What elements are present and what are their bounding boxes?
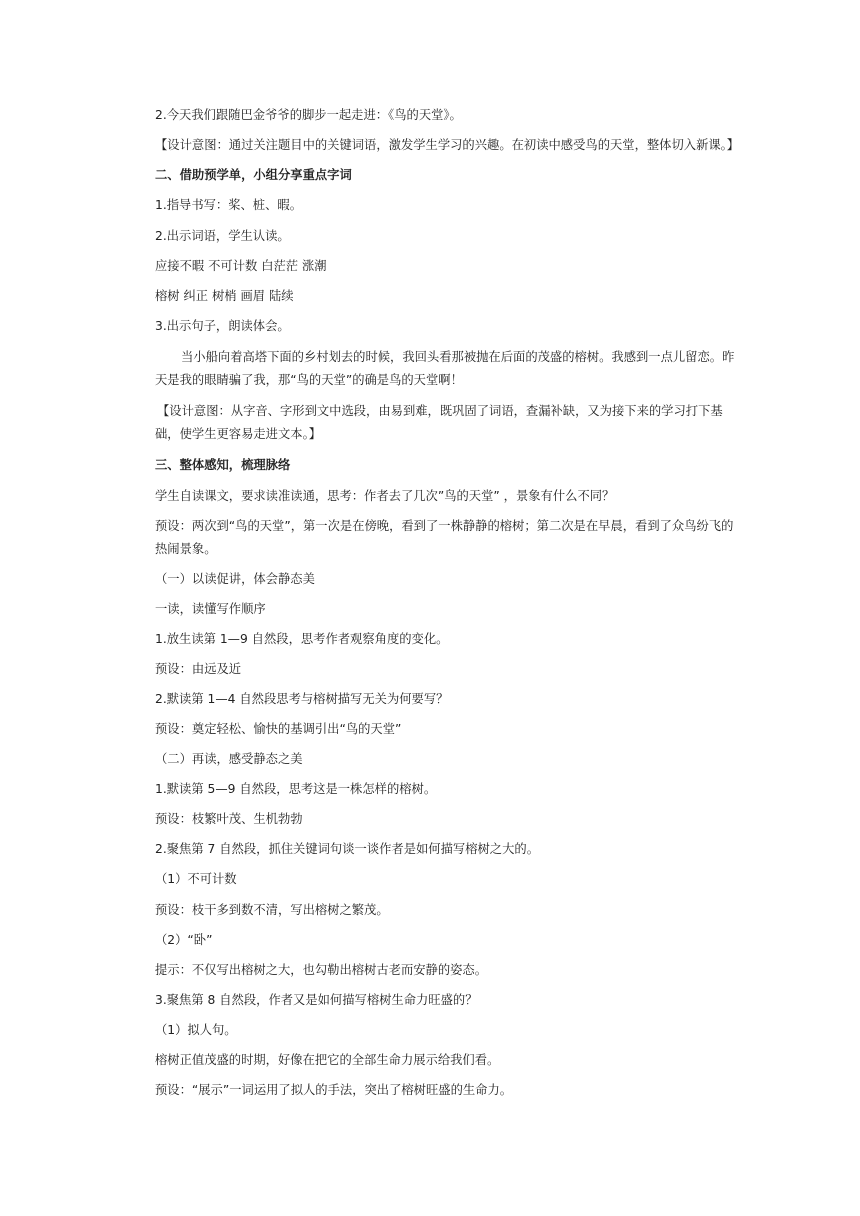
paragraph-task-3: 1.默读第 5—9 自然段，思考这是一株怎样的榕树。	[155, 782, 437, 796]
paragraph-preset-two-visits: 预设：两次到“鸟的天堂”，第一次是在傍晚，看到了一株静静的榕树；第二次是在早晨，看到了众鸟纷飞的热闹景象。	[155, 519, 734, 556]
paragraph-preset-1: 预设：由远及近	[155, 662, 242, 676]
word-list-2: 榕树 纠正 树梢 画眉 陆续	[155, 289, 294, 303]
design-intent-2: 【设计意图：从字音、字形到文中选段，由易到难，既巩固了词语，查漏补缺，又为接下来的学习打下基础，使学生更容易走进文本。】	[155, 404, 723, 441]
design-intent-1: 【设计意图：通过关注题目中的关键词语，激发学生学习的兴趣。在初读中感受鸟的天堂，整体切入新课。】	[155, 138, 740, 152]
paragraph-task-2: 2.默读第 1—4 自然段思考与榕树描写无关为何要写？	[155, 692, 449, 706]
point-2-lie: （2）“卧”	[155, 933, 213, 947]
section-heading-2: 二、借助预学单，小组分享重点字词	[155, 168, 352, 182]
paragraph-task-4: 2.聚焦第 7 自然段，抓住关键词句谈一谈作者是如何描写榕树之大的。	[155, 842, 539, 856]
paragraph-preset-2: 预设：奠定轻松、愉快的基调引出“鸟的天堂”	[155, 722, 402, 736]
paragraph-first-read: 一读，读懂写作顺序	[155, 602, 266, 616]
subsection-heading-1: （一）以读促讲，体会静态美	[155, 572, 315, 586]
section-heading-3: 三、整体感知，梳理脉络	[155, 458, 291, 472]
paragraph-preset-5: 预设：“展示”一词运用了拟人的手法，突出了榕树旺盛的生命力。	[155, 1083, 513, 1097]
paragraph-show-words: 2.出示词语，学生认读。	[155, 229, 290, 243]
quoted-passage: 当小船向着高塔下面的乡村划去的时候，我回头看那被抛在后面的茂盛的榕树。我感到一点儿留恋。昨天是我的眼睛骗了我，那“鸟的天堂”的确是鸟的天堂啊！	[155, 350, 735, 387]
subsection-heading-2: （二）再读，感受静态之美	[155, 752, 303, 766]
paragraph-example-sentence: 榕树正值茂盛的时期，好像在把它的全部生命力展示给我们看。	[155, 1053, 500, 1067]
paragraph-intro-2: 2.今天我们跟随巴金爷爷的脚步一起走进：《鸟的天堂》。	[155, 108, 462, 122]
paragraph-preset-3: 预设：枝繁叶茂、生机勃勃	[155, 812, 303, 826]
paragraph-hint: 提示：不仅写出榕树之大，也勾勒出榕树古老而安静的姿态。	[155, 963, 488, 977]
point-1-personification: （1）拟人句。	[155, 1023, 237, 1037]
word-list-1: 应接不暇 不可计数 白茫茫 涨潮	[155, 259, 327, 273]
paragraph-self-reading: 学生自读课文，要求读准读通，思考：作者去了几次”鸟的天堂” ，景象有什么不同？	[155, 489, 615, 503]
paragraph-show-sentence: 3.出示句子，朗读体会。	[155, 319, 290, 333]
point-1-countless: （1）不可计数	[155, 872, 237, 886]
paragraph-writing-guide: 1.指导书写：桨、桩、暇。	[155, 198, 302, 212]
paragraph-preset-4: 预设：枝干多到数不清，写出榕树之繁茂。	[155, 903, 389, 917]
paragraph-task-5: 3.聚焦第 8 自然段，作者又是如何描写榕树生命力旺盛的？	[155, 993, 478, 1007]
paragraph-task-1: 1.放生读第 1—9 自然段，思考作者观察角度的变化。	[155, 632, 449, 646]
